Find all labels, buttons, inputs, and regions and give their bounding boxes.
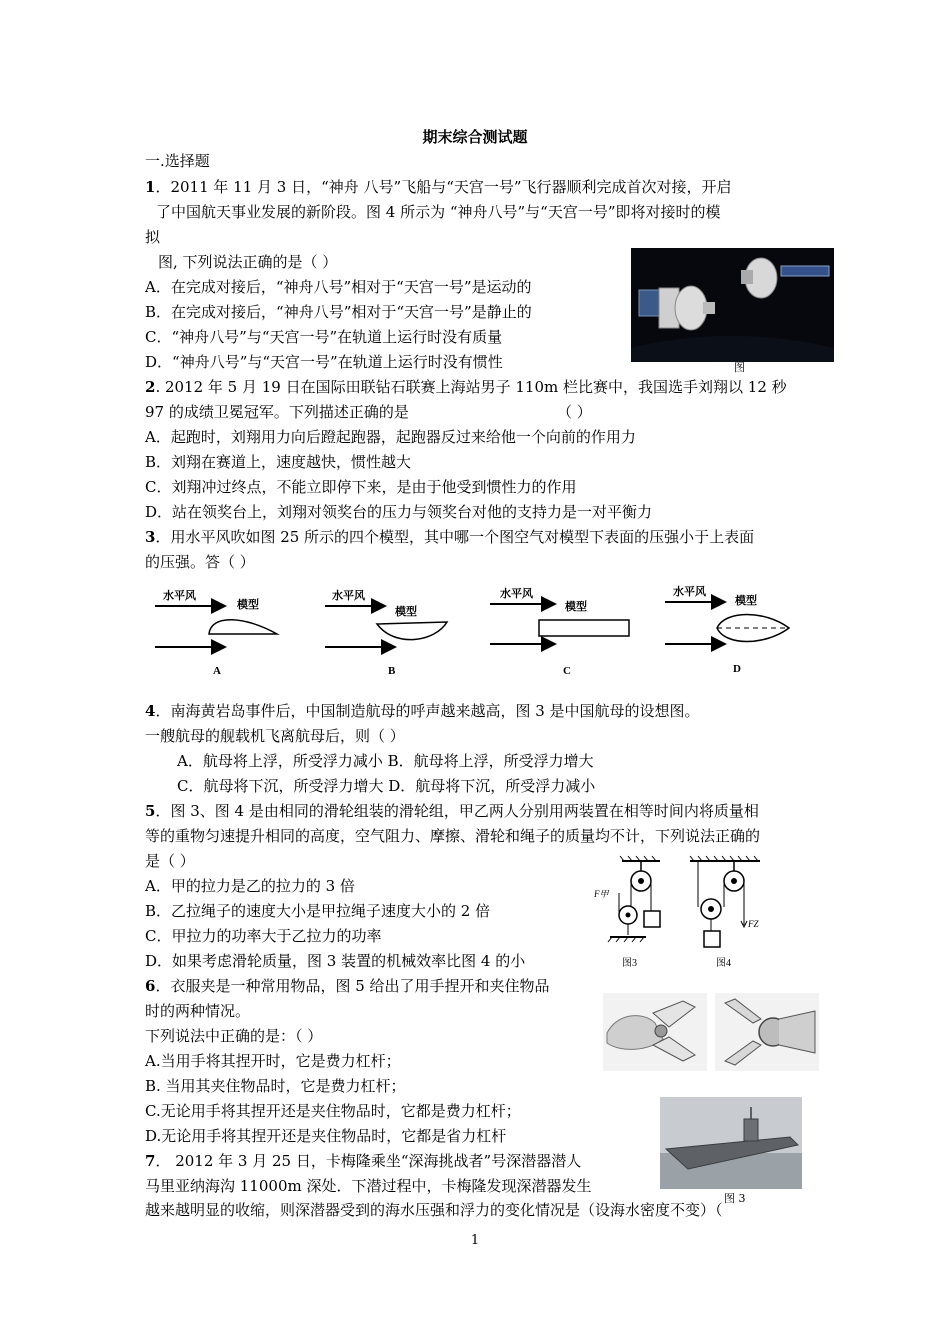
q4-text1: ．南海黄岩岛事件后，中国制造航母的呼声越来越高，图 3 是中国航母的设想图。 bbox=[155, 702, 700, 720]
fig3-label: 图3 bbox=[622, 958, 637, 969]
q3-line1 bbox=[145, 527, 754, 547]
section-heading: 一.选择题 bbox=[145, 152, 210, 170]
aircraft-carrier-image bbox=[660, 1097, 802, 1189]
q7-line3: 越来越明显的收缩，则深潜器受到的海水压强和浮力的变化情况是（设海水密度不变）（ bbox=[145, 1201, 723, 1219]
fig-label-a: A bbox=[213, 665, 221, 677]
q6-option-b: B. 当用其夹住物品时，它是费力杠杆； bbox=[145, 1077, 406, 1095]
model-d bbox=[665, 584, 789, 675]
q2-option-b: B．刘翔在赛道上，速度越快，惯性越大 bbox=[145, 453, 412, 471]
q6-option-d: D.无论用手将其捏开还是夹住物品时，它都是省力杠杆 bbox=[145, 1127, 507, 1145]
q6-number: 6 bbox=[145, 977, 156, 995]
q3-text1: ．用水平风吹如图 25 所示的四个模型，其中哪一个图空气对模型下表面的压强小于上表面 bbox=[155, 528, 755, 546]
wind-label-c: 水平风 bbox=[500, 588, 533, 600]
page-number: 1 bbox=[470, 1233, 480, 1248]
q4-options-cd: C．航母将下沉，所受浮力增大 D．航母将下沉，所受浮力减小 bbox=[177, 777, 596, 795]
q6-line1 bbox=[145, 976, 550, 996]
q4-options-ab: A．航母将上浮，所受浮力减小 B．航母将上浮，所受浮力增大 bbox=[177, 752, 594, 770]
q7-number: 7 bbox=[145, 1152, 156, 1170]
wind-label-d: 水平风 bbox=[673, 586, 706, 598]
q5-text1: ．图 3、图 4 是由相同的滑轮组装的滑轮组，甲乙两人分别用两装置在相等时间内将质量相 bbox=[155, 802, 759, 820]
q1-option-c: C．“神舟八号”与“天宫一号”在轨道上运行时没有质量 bbox=[145, 328, 503, 346]
fig-label-d: D bbox=[733, 663, 741, 675]
q2-option-c: C．刘翔冲过终点，不能立即停下来，是由于他受到惯性力的作用 bbox=[145, 478, 577, 496]
fig4-label: 图4 bbox=[716, 958, 731, 969]
pulley-system-3 bbox=[593, 856, 660, 969]
q1-option-b: B．在完成对接后，“神舟八号”相对于“天宫一号”是静止的 bbox=[145, 303, 532, 321]
q5-option-c: C．甲拉力的功率大于乙拉力的功率 bbox=[145, 927, 382, 945]
wind-models-figure bbox=[145, 582, 805, 682]
q4-line1 bbox=[145, 701, 700, 721]
clothespin-image bbox=[603, 993, 819, 1071]
fig-label-b: B bbox=[388, 665, 396, 677]
q7-line2: 马里亚纳海沟 11000m 深处．下潜过程中，卡梅隆发现深潜器发生 bbox=[145, 1177, 592, 1195]
wind-label-a: 水平风 bbox=[163, 590, 196, 602]
force-label-yi: FZ bbox=[748, 919, 759, 929]
q5-line3: 是（ ） bbox=[145, 852, 195, 870]
q2-line1 bbox=[145, 377, 787, 397]
spacecraft-image bbox=[631, 248, 834, 362]
pulley-system-4 bbox=[690, 856, 760, 969]
model-label-d: 模型 bbox=[735, 595, 757, 607]
q3-line2: 的压强。答（ ） bbox=[145, 553, 255, 571]
q4-number: 4 bbox=[145, 702, 156, 720]
q4-line2: 一艘航母的舰载机飞离航母后，则（ ） bbox=[145, 727, 405, 745]
q1-line4: 图, 下列说法正确的是（ ） bbox=[158, 253, 338, 271]
q5-line1 bbox=[145, 801, 759, 821]
q3-number: 3 bbox=[145, 528, 156, 546]
model-label-b: 模型 bbox=[395, 606, 417, 618]
q7-line1 bbox=[145, 1151, 581, 1171]
q5-option-d: D．如果考虑滑轮质量，图 3 装置的机械效率比图 4 的小 bbox=[145, 952, 526, 970]
q2-text1: . 2012 年 5 月 19 日在国际田联钻石联赛上海站男子 110m 栏比赛中，我国选手刘翔以 12 秒 bbox=[155, 378, 787, 396]
q2-option-a: A．起跑时，刘翔用力向后蹬起跑器，起跑器反过来给他一个向前的作用力 bbox=[145, 428, 636, 446]
q5-line2: 等的重物匀速提升相同的高度，空气阻力、摩擦、滑轮和绳子的质量均不计，下列说法正确的 bbox=[145, 827, 761, 845]
q1-line1 bbox=[145, 177, 732, 197]
q1-option-a: A．在完成对接后，“神舟八号”相对于“天宫一号”是运动的 bbox=[145, 278, 532, 296]
q6-option-a: A.当用手将其捏开时，它是费力杠杆； bbox=[145, 1052, 401, 1070]
q2-option-d: D．站在领奖台上，刘翔对领奖台的压力与领奖台对他的支持力是一对平衡力 bbox=[145, 503, 653, 521]
model-b bbox=[325, 588, 447, 677]
model-label-c: 模型 bbox=[565, 601, 587, 613]
q2-number: 2 bbox=[145, 378, 156, 396]
force-label-jia: F甲 bbox=[594, 889, 609, 899]
q1-option-d: D．“神舟八号”与“天宫一号”在轨道上运行时没有惯性 bbox=[145, 353, 503, 371]
q6-option-c: C.无论用手将其捏开还是夹住物品时，它都是费力杠杆； bbox=[145, 1102, 521, 1120]
q5-number: 5 bbox=[145, 802, 156, 820]
q5-option-b: B．乙拉绳子的速度大小是甲拉绳子速度大小的 2 倍 bbox=[145, 902, 491, 920]
page-title: 期末综合测试题 bbox=[422, 128, 528, 146]
q1-fig-caption: 图 bbox=[734, 361, 745, 374]
q2-bracket: （ ） bbox=[557, 403, 592, 421]
q1-text1: ．2011 年 11 月 3 日，“神舟 八号”飞船与“天宫一号”飞行器顺利完成首次对接，开启 bbox=[155, 178, 732, 196]
wind-label-b: 水平风 bbox=[332, 590, 365, 602]
fig-label-c: C bbox=[563, 665, 571, 677]
q4-fig-caption: 图 3 bbox=[724, 1192, 746, 1205]
q1-line2: 了中国航天事业发展的新阶段。图 4 所示为 “神舟八号”与“天宫一号”即将对接时的模 bbox=[156, 203, 721, 221]
q1-number: 1 bbox=[145, 178, 156, 196]
q1-line3: 拟 bbox=[145, 228, 161, 246]
q2-line2: 97 的成绩卫冕冠军。下列描述正确的是 bbox=[145, 403, 409, 421]
q6-line2: 时的两种情况。 bbox=[145, 1002, 251, 1020]
model-c bbox=[490, 586, 629, 677]
pulley-figure bbox=[586, 853, 766, 973]
model-label-a: 模型 bbox=[237, 599, 259, 611]
q6-text1: ．衣服夹是一种常用物品，图 5 给出了用手捏开和夹住物品 bbox=[155, 977, 550, 995]
q5-option-a: A．甲的拉力是乙的拉力的 3 倍 bbox=[145, 877, 355, 895]
q6-line3: 下列说法中正确的是：（ ） bbox=[145, 1027, 323, 1045]
q7-text1: ． 2012 年 3 月 25 日，卡梅隆乘坐“深海挑战者”号深潜器潜人 bbox=[155, 1152, 582, 1170]
model-a bbox=[155, 588, 277, 677]
